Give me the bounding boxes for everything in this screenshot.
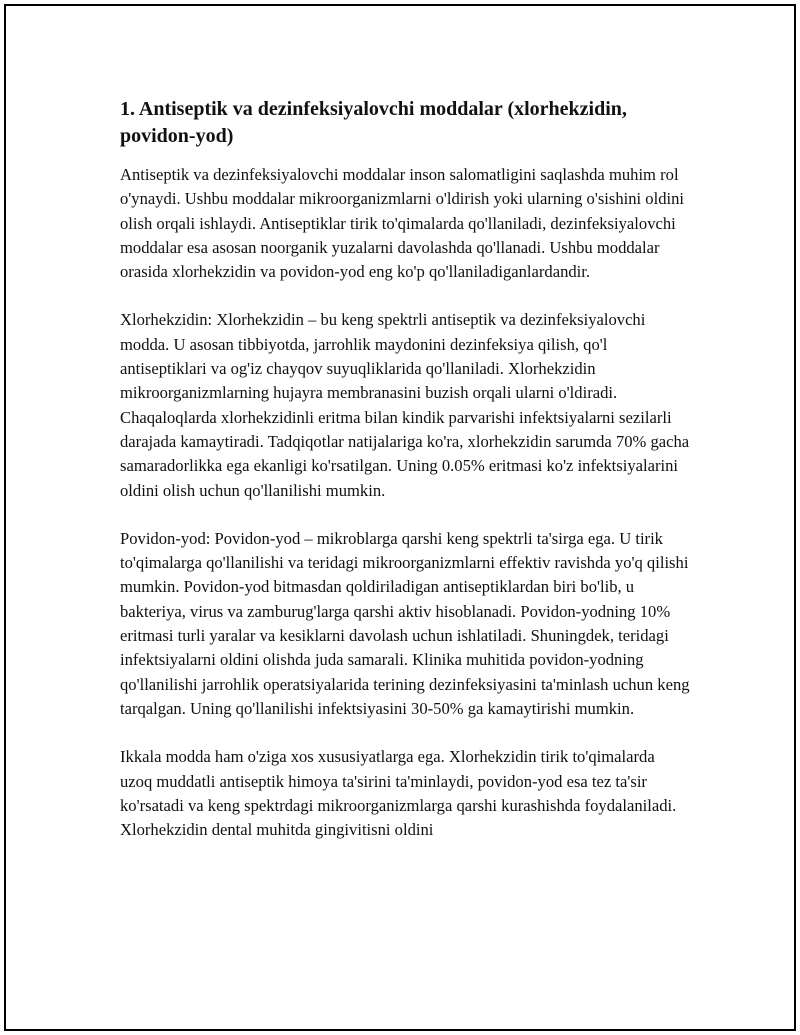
paragraph-chlorhexidine: Xlorhekzidin: Xlorhekzidin – bu keng spektrli antiseptik va dezinfeksiyalovchi modda. U asosan tibbiyotda, jarrohlik maydonini dezinfeksiya qilish, qo'l antiseptiklari va og'iz chayqov suyuqliklarida qo'llaniladi. Xlorhekzidin mikroorganizmlarning hujayra membranasini buzish orqali ularni o'ldiradi. Chaqaloqlarda xlorhekzidinli eritma bilan kindik parvarishi infektsiyalarni sezilarli darajada kamaytiradi. Tadqiqotlar natijalariga ko'ra, xlorhekzidin sarumda 70% gacha samaradorlikka ega ekanligi ko'rsatilgan. Uning 0.05% eritmasi ko'z infektsiyalarini oldini olish uchun qo'llanilishi mumkin. [120,310,690,500]
document-content [120,96,690,866]
document-page [4,4,796,1031]
paragraph-intro: Antiseptik va dezinfeksiyalovchi moddalar inson salomatligini saqlashda muhim rol o'ynaydi. Ushbu moddalar mikroorganizmlarni o'ldirish yoki ularning o'sishini oldini olish orqali ishlaydi. Antiseptiklar tirik to'qimalarda qo'llaniladi, dezinfeksiyalovchi moddalar esa asosan noorganik yuzalarni davolashda qo'llanadi. Ushbu moddalar orasida xlorhekzidin va povidon-yod eng ko'p qo'llaniladiganlardandir. [120,165,685,282]
paragraph-povidone-iodine: Povidon-yod: Povidon-yod – mikroblarga qarshi keng spektrli ta'sirga ega. U tirik to'qimalarga qo'llanilishi va teridagi mikroorganizmlarni effektiv ravishda yo'q qilishi mumkin. Povidon-yod bitmasdan qoldiriladigan antiseptiklardan biri bo'lib, u bakteriya, virus va zamburug'larga qarshi aktiv hisoblanadi. Povidon-yodning 10% eritmasi turli yaralar va kesiklarni davolash uchun ishlatiladi. Shuningdek, teridagi infektsiyalarni oldini olishda juda samarali. Klinika muhitida povidon-yodning qo'llanilishi jarrohlik operatsiyalarida terining dezinfeksiyasini ta'minlash uchun keng tarqalgan. Uning qo'llanilishi infektsiyasini 30-50% ga kamaytirishi mumkin. [120,528,690,718]
section-heading: 1. Antiseptik va dezinfeksiyalovchi moddalar (xlorhekzidin, povidon-yod) [120,98,627,147]
paragraph-comparison: Ikkala modda ham o'ziga xos xususiyatlarga ega. Xlorhekzidin tirik to'qimalarda uzoq muddatli antiseptik himoya ta'sirini ta'minlaydi, povidon-yod esa tez ta'sir ko'rsatadi va keng spektrdagi mikroorganizmlarga qarshi kurashishda foydalaniladi. Xlorhekzidin dental muhitda gingivitisni oldini [120,747,677,840]
